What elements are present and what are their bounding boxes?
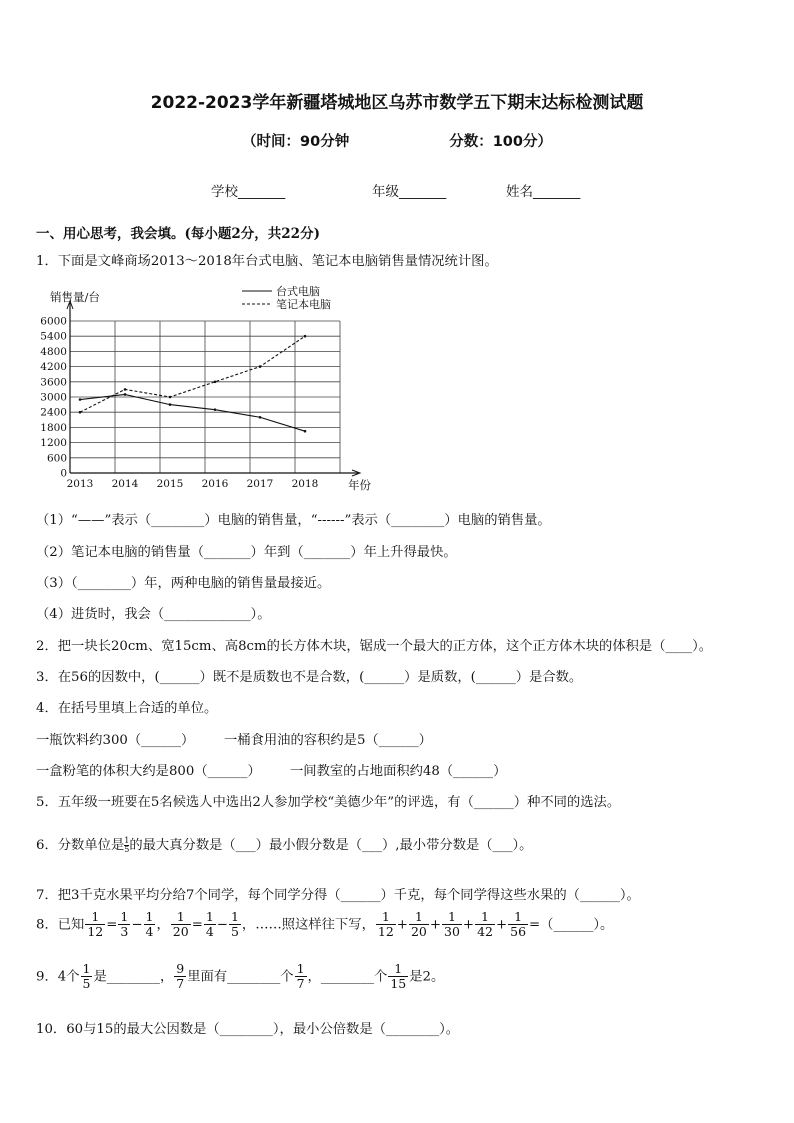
x-tick-label: 2013 [66, 478, 94, 490]
y-tick-label: 1800 [40, 421, 67, 434]
data-point [124, 393, 127, 396]
name-field[interactable]: 姓名_______ [506, 184, 581, 200]
chart-ticks [40, 290, 371, 492]
question-4: 4．在括号里填上合适的单位。 [36, 701, 218, 716]
question-5: 5．五年级一班要在5名候选人中选出2人参加学校“美德少年”的评选，有（______）种不同的选法。 [36, 795, 621, 810]
exam-time: （时间：90分钟 [242, 134, 350, 150]
series-line-2 [80, 336, 305, 412]
x-tick-label: 2015 [156, 478, 184, 490]
exam-meta [0, 130, 794, 151]
page-title: 2022-2023学年新疆塔城地区乌苏市数学五下期末达标检测试题 [150, 93, 644, 113]
y-axis-label: 销售量/台 [50, 290, 100, 304]
question-7: 7．把3千克水果平均分给7个同学，每个同学分得（______）千克，每个同学得这些水果的（______）。 [36, 888, 640, 903]
question-8: 8．已知 $\frac{1}{12}$ = $\frac{1}{3}$ − $\frac{1}{4}$ ， $\frac{1}{20}$ = $\frac{1}{4}$ − $\frac{1}{5}$ ，……照这样往下写， $\frac{1}{12}$ + $\frac{1}{20}$ + $\frac{1}{30}$ + $\frac{1}{42}$ + $\frac{1}{56}$ =（______）。 [36, 909, 614, 940]
question-10: 10．60与15的最大公因数是（________），最小公倍数是（________）。 [36, 1022, 460, 1037]
y-tick-label: 0 [60, 467, 67, 480]
data-point [79, 398, 82, 401]
question-4-b: 一桶食用油的容积约是5（______） [224, 733, 432, 748]
y-tick-label: 4200 [40, 361, 67, 374]
chart-series [79, 335, 307, 433]
y-tick-label: 600 [46, 452, 67, 465]
y-tick-label: 3600 [40, 376, 67, 389]
fraction-unit: $\frac{1}{5}$ [124, 836, 130, 854]
data-point [79, 411, 82, 414]
question-1-sub-3: （3）（________）年，两种电脑的销售量最接近。 [36, 576, 331, 591]
question-1-text: 1．下面是文峰商场2013～2018年台式电脑、笔记本电脑销售量情况统计图。 [36, 254, 498, 269]
school-field[interactable]: 学校_______ [211, 184, 286, 200]
y-tick-label: 2400 [40, 406, 67, 419]
data-point [214, 381, 217, 384]
question-3: 3．在56的因数中，(______）既不是质数也不是合数，(______）是质数，(______）是合数。 [36, 670, 583, 685]
data-point [259, 365, 262, 368]
question-4-c: 一盒粉笔的体积大约是800（______） [36, 764, 261, 779]
x-tick-label: 2018 [291, 478, 319, 490]
question-6: 6．分数单位是 $\frac{1}{5}$的最大真分数是（___）最小假分数是（___）,最小带分数是（___）。 [36, 836, 533, 854]
data-point [169, 396, 172, 399]
y-tick-label: 4800 [40, 345, 67, 358]
question-1-sub-2: （2）笔记本电脑的销售量（_______）年到（_______）年上升得最快。 [36, 545, 457, 560]
question-4-d: 一间教室的占地面积约48（______） [290, 764, 507, 779]
legend-label: 台式电脑 [276, 285, 320, 298]
question-2: 2．把一块长20cm、宽15cm、高8cm的长方体木块，锯成一个最大的正方体，这个正方体木块的体积是（____）。 [36, 639, 713, 654]
y-tick-label: 1200 [40, 437, 67, 450]
chart-legend [242, 284, 331, 311]
data-point [259, 416, 262, 419]
data-point [124, 388, 127, 391]
data-point [169, 403, 172, 406]
chart-grid [70, 321, 340, 473]
question-4-a: 一瓶饮料约300（______） [36, 733, 195, 748]
section-heading: 一、用心思考，我会填。(每小题2分，共22分) [36, 226, 320, 242]
x-tick-label: 2014 [111, 478, 139, 490]
grade-field[interactable]: 年级_______ [372, 184, 447, 200]
series-line-1 [80, 394, 305, 431]
data-point [214, 408, 217, 411]
chart-axes [67, 301, 360, 476]
data-point [304, 335, 307, 338]
data-point [304, 430, 307, 433]
y-tick-label: 6000 [40, 315, 67, 328]
x-axis-label: 年份 [348, 478, 371, 492]
question-1-sub-4: （4）进货时，我会（_____________）。 [36, 607, 271, 622]
question-1-sub-1: （1）“——”表示（________）电脑的销售量，“------”表示（________）电脑的销售量。 [36, 513, 551, 528]
x-tick-label: 2016 [201, 478, 229, 490]
x-tick-label: 2017 [246, 478, 274, 490]
sales-line-chart [28, 276, 371, 496]
exam-score: 分数：100分） [449, 134, 552, 150]
question-9: 9．4个 $\frac{1}{5}$ 是________， $\frac{9}{7}$ 里面有________个 $\frac{1}{7}$ ，________个 $\frac{1}{15}$ 是2。 [36, 961, 445, 992]
y-tick-label: 5400 [40, 330, 67, 343]
legend-label: 笔记本电脑 [276, 298, 331, 311]
y-tick-label: 3000 [40, 391, 67, 404]
